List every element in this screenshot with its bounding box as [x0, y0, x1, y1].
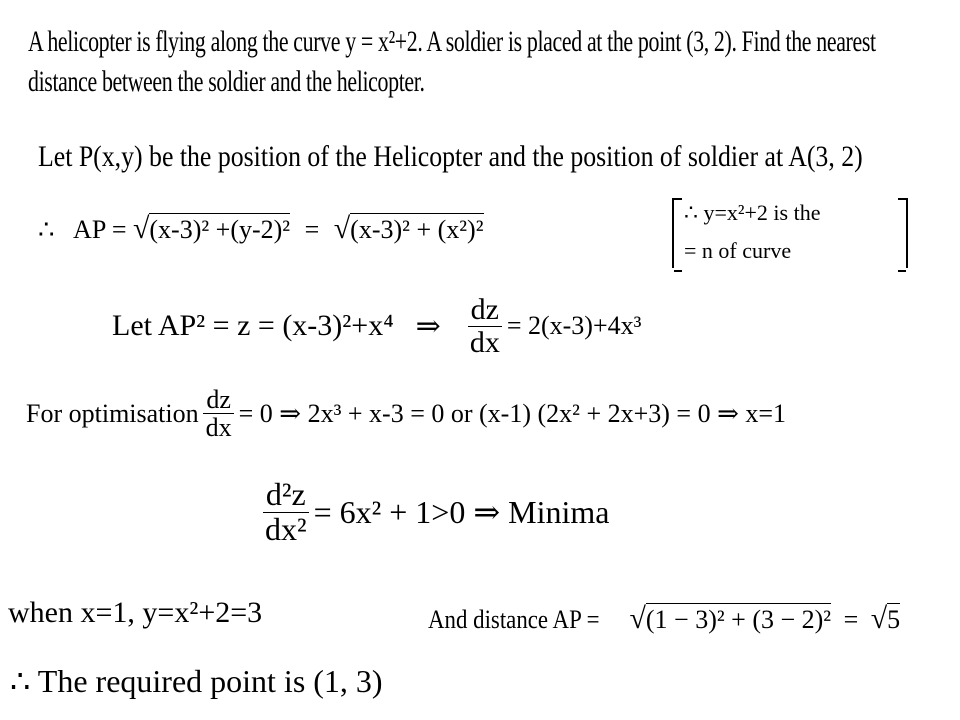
sqrt-symbol: √ — [132, 212, 150, 245]
question-text — [28, 22, 876, 102]
sqrt-symbol: √ — [870, 602, 888, 635]
curve-note-line-2: = n of curve — [684, 238, 792, 263]
optimisation-rest: = 0 ⇒ 2x³ + x-3 = 0 or (x-1) (2x² + 2x+3) = 0 ⇒ x=1 — [238, 398, 787, 428]
dz-result: = 2(x-3)+4x³ — [506, 311, 642, 340]
second-derivative-rest: = 6x² + 1>0 ⇒ Minima — [313, 494, 610, 531]
optimisation-line — [26, 386, 786, 442]
dz-numerator: dz — [468, 294, 502, 327]
curve-note-bracket — [672, 198, 908, 268]
d2z-numerator: d²z — [263, 478, 309, 513]
second-derivative-line — [258, 478, 609, 546]
ap-label: AP = — [73, 215, 127, 244]
sqrt-symbol: √ — [629, 602, 646, 635]
ap-radicand-1: (x-3)² +(y-2)² — [149, 215, 291, 244]
d2z-dx2-fraction — [262, 478, 310, 546]
distance-line — [428, 602, 900, 636]
therefore-symbol: ∴ — [38, 215, 55, 244]
distance-equals: = — [843, 605, 859, 634]
conclusion-line: ∴ The required point is (1, 3) — [10, 663, 383, 699]
ap-radicand-2: (x-3)² + (x²)² — [350, 215, 484, 244]
dz-dx-fraction-2 — [203, 386, 235, 442]
optimisation-label: For optimisation — [26, 398, 199, 428]
distance-label: And distance AP = — [428, 605, 600, 634]
ap-equation — [38, 212, 484, 246]
distance-radicand: (1 − 3)² + (3 − 2)² — [645, 605, 832, 634]
equals-sign: = — [304, 215, 320, 244]
question-line-1: A helicopter is flying along the curve y = x²+2. A soldier is placed at the point (3, 2). Find the nearest — [28, 25, 876, 58]
intro-line: Let P(x,y) be the position of the Helicopter and the position of soldier at A(3, 2) — [38, 140, 863, 173]
curve-note-line-1: ∴ y=x²+2 is the — [684, 200, 821, 225]
dx-denominator: dx — [469, 325, 500, 359]
dz-numerator-2: dz — [203, 386, 234, 414]
dx2-denominator: dx² — [265, 510, 307, 547]
let-z-line: Let AP² = z = (x-3)²+x⁴ — [112, 309, 394, 342]
z-equation — [112, 294, 641, 358]
dz-dx-fraction — [467, 294, 503, 358]
when-line: when x=1, y=x²+2=3 — [8, 596, 263, 629]
implies-symbol: ⇒ — [415, 309, 441, 343]
sqrt5-radicand: 5 — [887, 605, 901, 634]
sqrt-symbol: √ — [333, 212, 351, 245]
question-line-2: distance between the soldier and the helicopter. — [28, 65, 425, 98]
dx-denominator-2: dx — [205, 413, 232, 443]
